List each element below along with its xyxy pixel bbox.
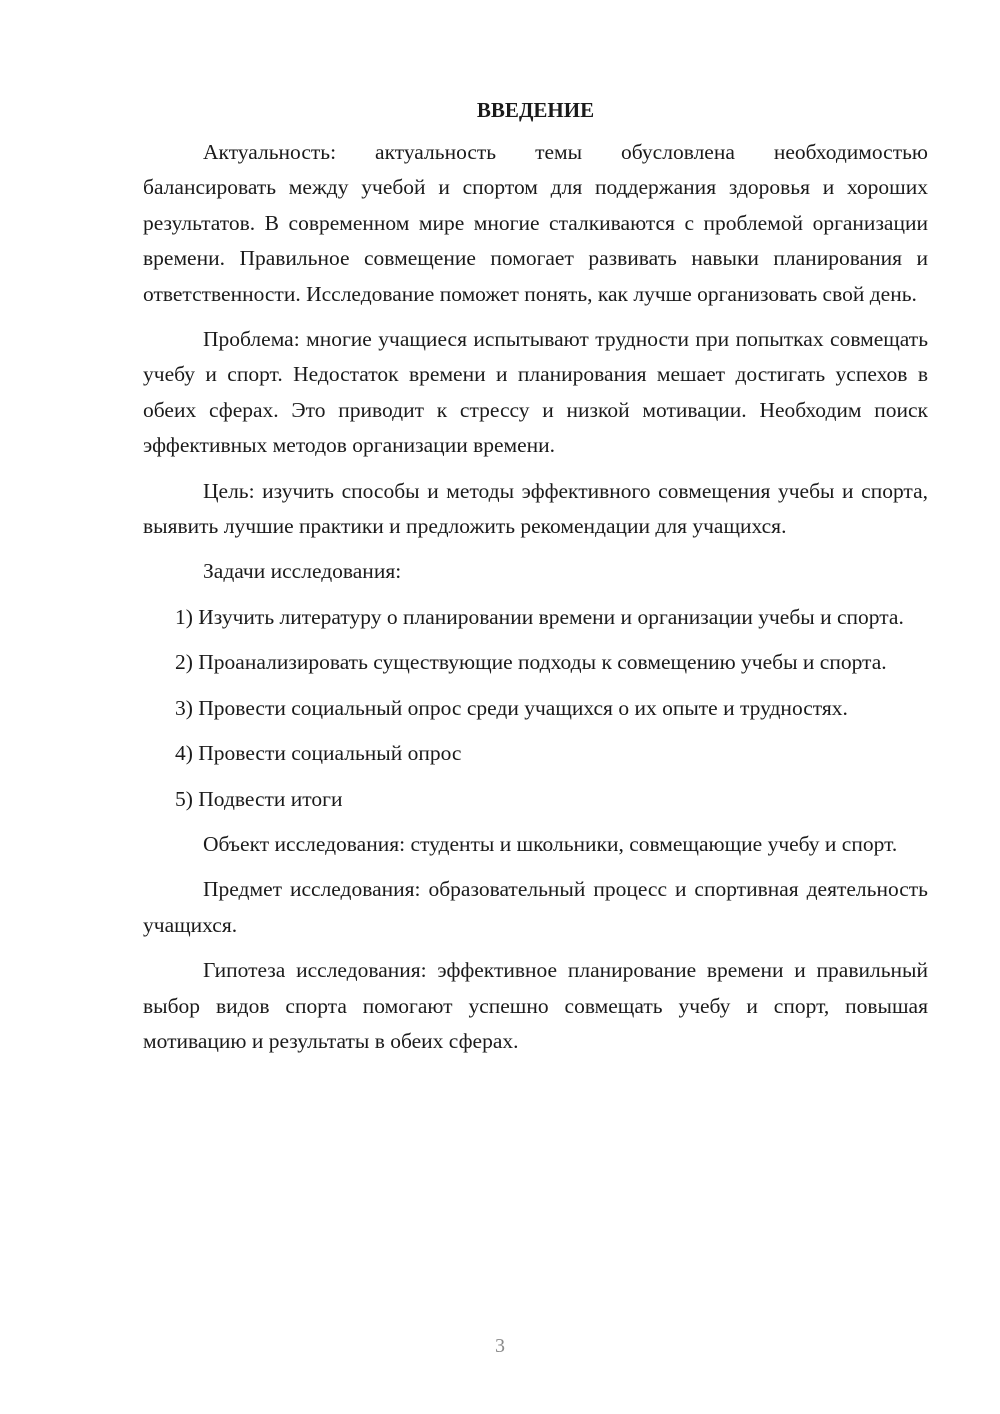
page-number: 3 (495, 1335, 505, 1357)
paragraph-subject: Предмет исследования: образовательный процесс и спортивная деятельность учащихся. (143, 877, 928, 937)
paragraph-relevance: Актуальность: актуальность темы обусловлена необходимостью балансировать между учебой и спортом для поддержания здоровья и хороших результатов. В современном мире многие сталкиваются с проблемой организации времени. Правильное совмещение помогает развивать навыки планирования и ответственности. Исследование поможет понять, как лучше организовать свой день. (143, 140, 928, 306)
page-title: ВВЕДЕНИЕ (476, 98, 595, 122)
task-item: 1) Изучить литературу о планировании времени и организации учебы и спорта. (175, 604, 904, 629)
task-item: 5) Подвести итоги (175, 786, 343, 811)
paragraph-object: Объект исследования: студенты и школьники, совмещающие учебу и спорт. (203, 831, 898, 856)
task-item: 2) Проанализировать существующие подходы к совмещению учебы и спорта. (175, 650, 887, 675)
paragraph-goal: Цель: изучить способы и методы эффективного совмещения учебы и спорта, выявить лучшие практики и предложить рекомендации для учащихся. (143, 478, 928, 539)
task-item: 3) Провести социальный опрос среди учащихся о их опыте и трудностях. (175, 695, 848, 720)
tasks-heading: Задачи исследования: (203, 559, 402, 584)
paragraph-problem: Проблема: многие учащиеся испытывают трудности при попытках совмещать учебу и спорт. Недостаток времени и планирования мешает достигать успехов в обеих сферах. Это приводит к стрессу и низкой мотивации. Необходим поиск эффективных методов организации времени. (143, 327, 928, 458)
document-body (143, 95, 928, 1069)
paragraph-hypothesis: Гипотеза исследования: эффективное планирование времени и правильный выбор видов спорта помогают успешно совмещать учебу и спорт, повышая мотивацию и результаты в обеих сферах. (143, 958, 928, 1053)
task-item: 4) Провести социальный опрос (175, 741, 462, 766)
